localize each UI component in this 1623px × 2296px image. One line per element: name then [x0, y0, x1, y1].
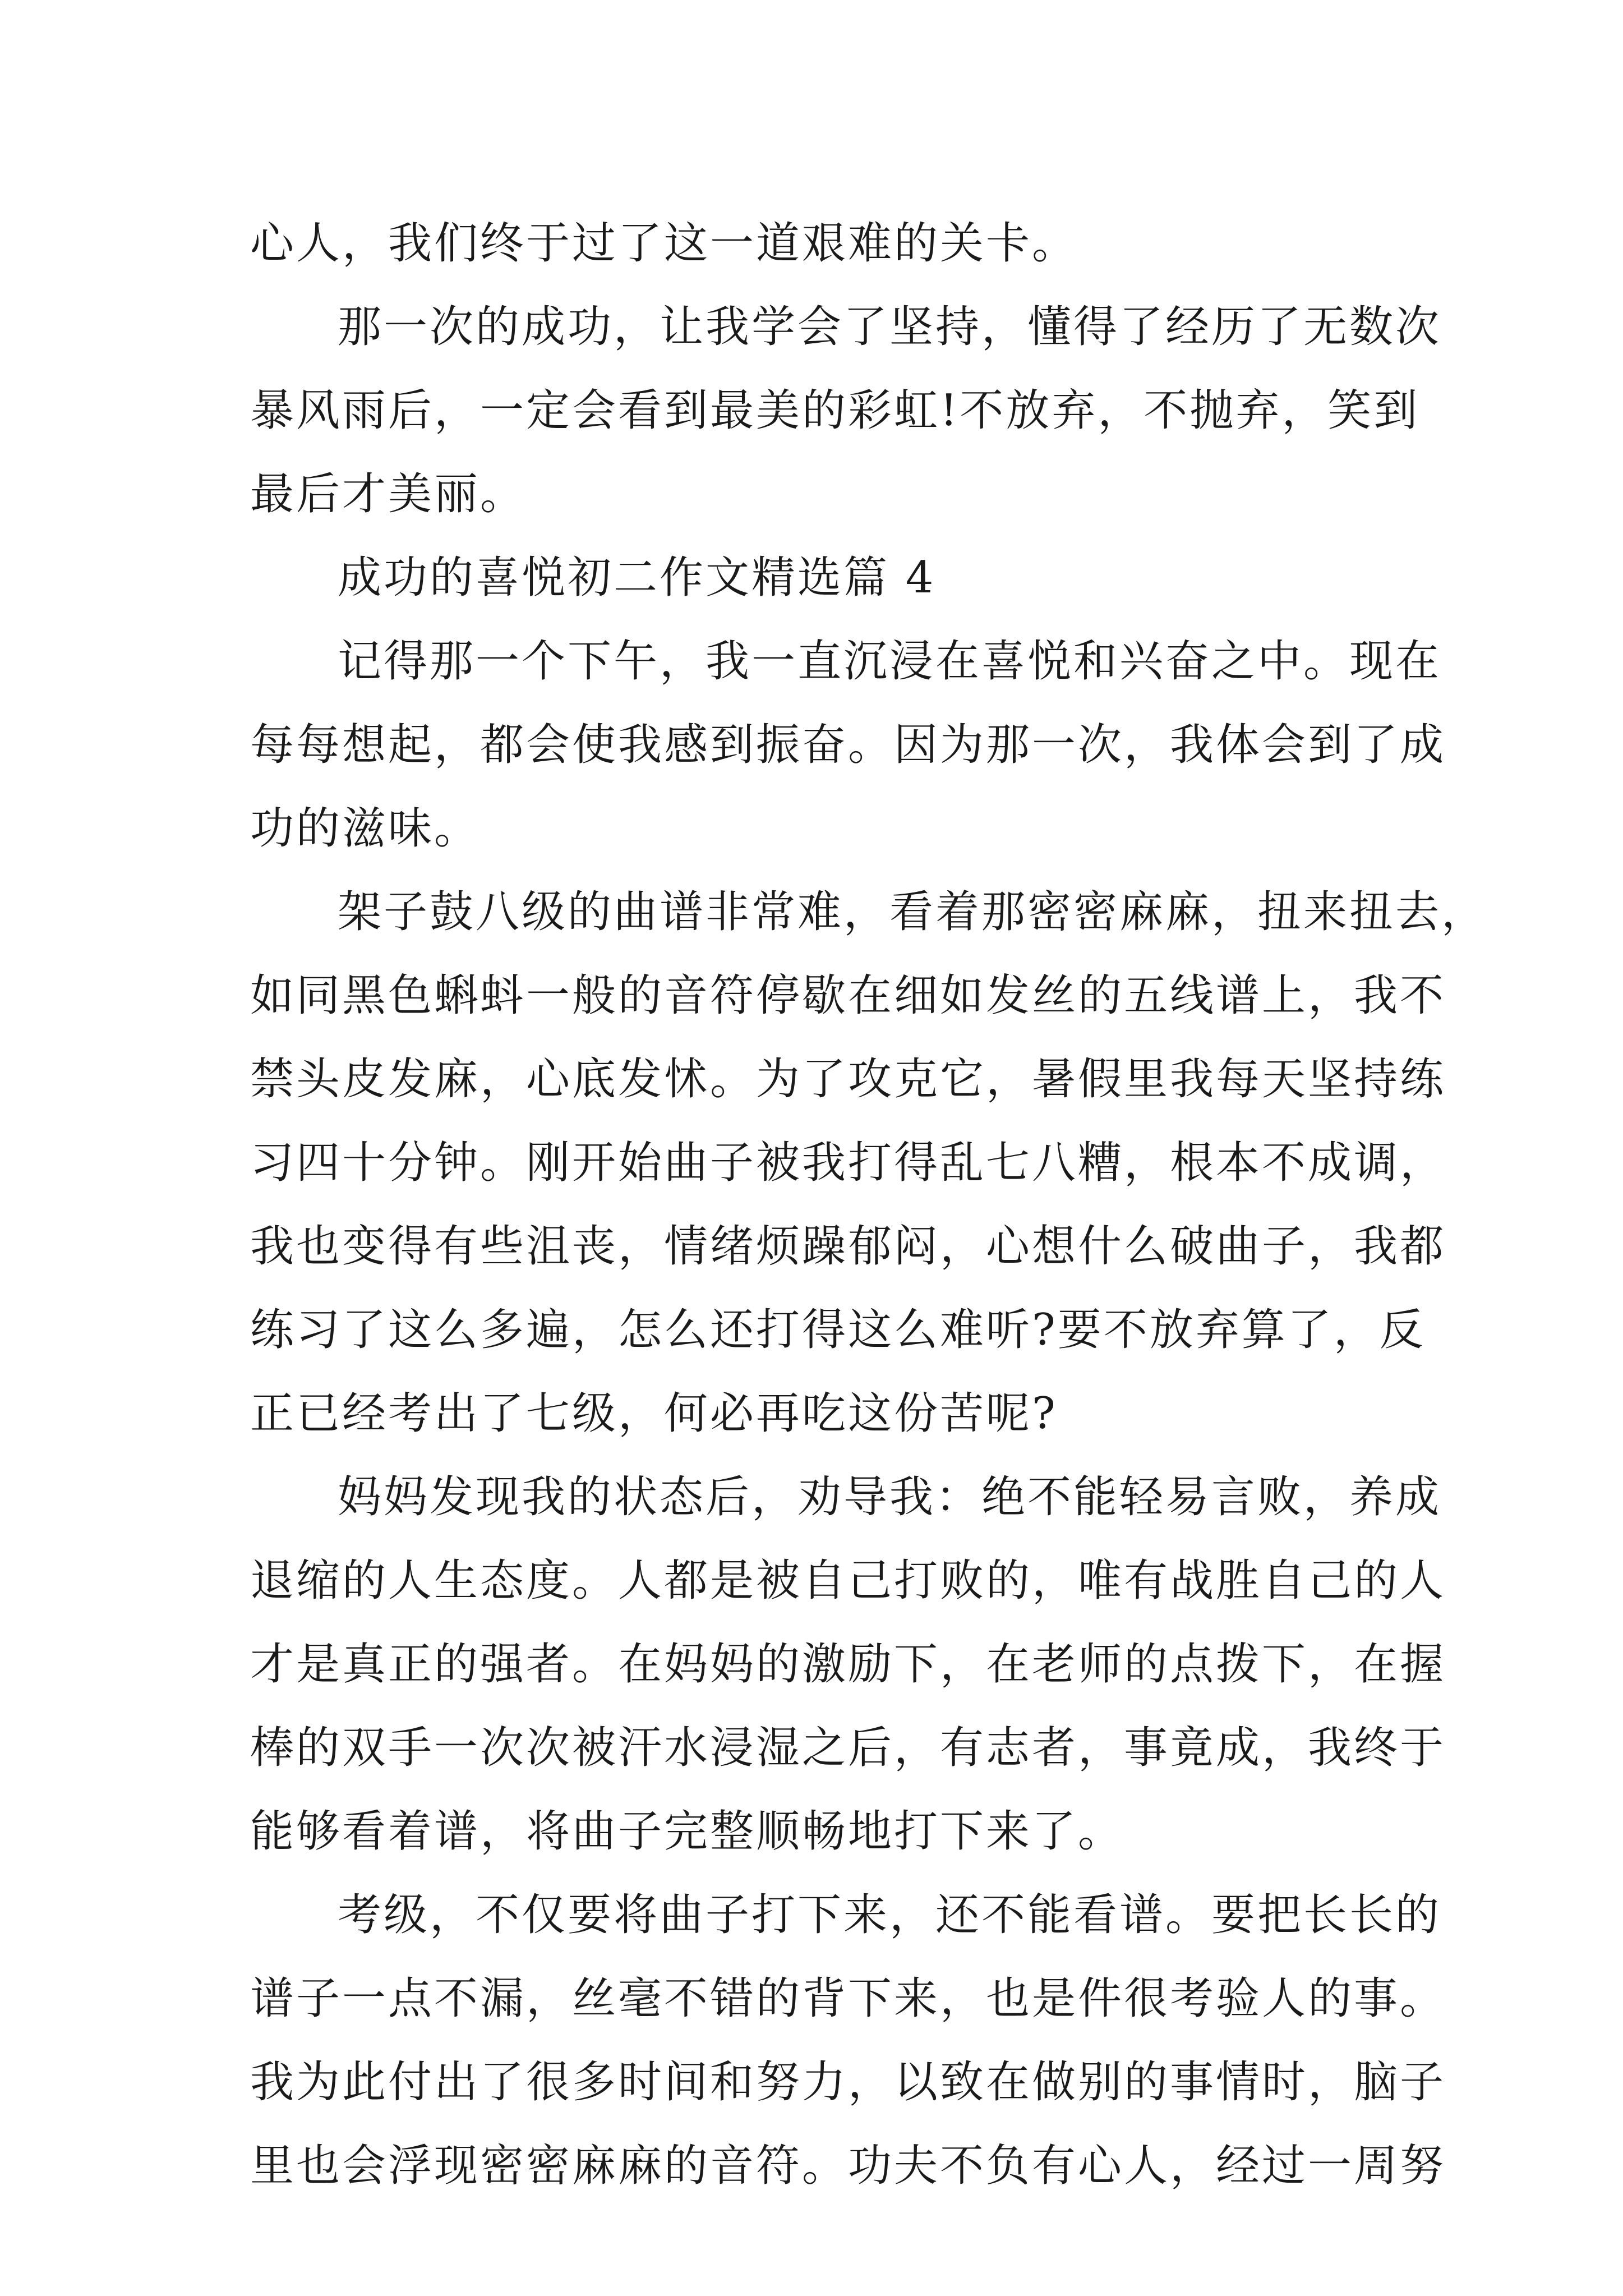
text-line: 才是真正的强者。在妈妈的激励下，在老师的点拨下，在握 [250, 1639, 1446, 1690]
text-line: 如同黑色蝌蚪一般的音符停歇在细如发丝的五线谱上，我不 [250, 970, 1446, 1021]
text-line: 能够看着谱，将曲子完整顺畅地打下来了。 [250, 1806, 1124, 1857]
text-line: 正已经考出了七级，何必再吃这份苦呢? [250, 1388, 1058, 1439]
text-line: 里也会浮现密密麻麻的音符。功夫不负有心人，经过一周努 [250, 2141, 1446, 2191]
text-line: 禁头皮发麻，心底发怵。为了攻克它，暑假里我每天坚持练 [250, 1054, 1446, 1105]
text-line: 每每想起，都会使我感到振奋。因为那一次，我体会到了成 [250, 720, 1446, 770]
text-line: 暴风雨后，一定会看到最美的彩虹!不放弃，不抛弃，笑到 [250, 385, 1420, 436]
section-heading: 成功的喜悦初二作文精选篇 4 [338, 553, 936, 603]
document-body [250, 202, 1488, 2208]
text-line: 我为此付出了很多时间和努力，以致在做别的事情时，脑子 [250, 2057, 1446, 2108]
text-line: 谱子一点不漏，丝毫不错的背下来，也是件很考验人的事。 [250, 1973, 1446, 2024]
text-line: 心人，我们终于过了这一道艰难的关卡。 [250, 218, 1078, 269]
text-line: 练习了这么多遍，怎么还打得这么难听?要不放弃算了，反 [250, 1305, 1426, 1355]
text-line: 架子鼓八级的曲谱非常难，看着那密密麻麻，扭来扭去， [338, 887, 1488, 937]
text-line: 记得那一个下午，我一直沉浸在喜悦和兴奋之中。现在 [338, 636, 1442, 687]
text-line: 那一次的成功，让我学会了坚持，懂得了经历了无数次 [338, 302, 1442, 352]
text-line: 功的滋味。 [250, 803, 481, 854]
text-line: 考级，不仅要将曲子打下来，还不能看谱。要把长长的 [338, 1890, 1442, 1940]
text-line: 我也变得有些沮丧，情绪烦躁郁闷，心想什么破曲子，我都 [250, 1221, 1446, 1272]
text-line: 妈妈发现我的状态后，劝导我：绝不能轻易言败，养成 [338, 1472, 1442, 1522]
text-line: 最后才美丽。 [250, 469, 527, 519]
text-line: 棒的双手一次次被汗水浸湿之后，有志者，事竟成，我终于 [250, 1723, 1446, 1773]
text-line: 退缩的人生态度。人都是被自己打败的，唯有战胜自己的人 [250, 1556, 1446, 1606]
text-line: 习四十分钟。刚开始曲子被我打得乱七八糟，根本不成调， [250, 1138, 1446, 1188]
